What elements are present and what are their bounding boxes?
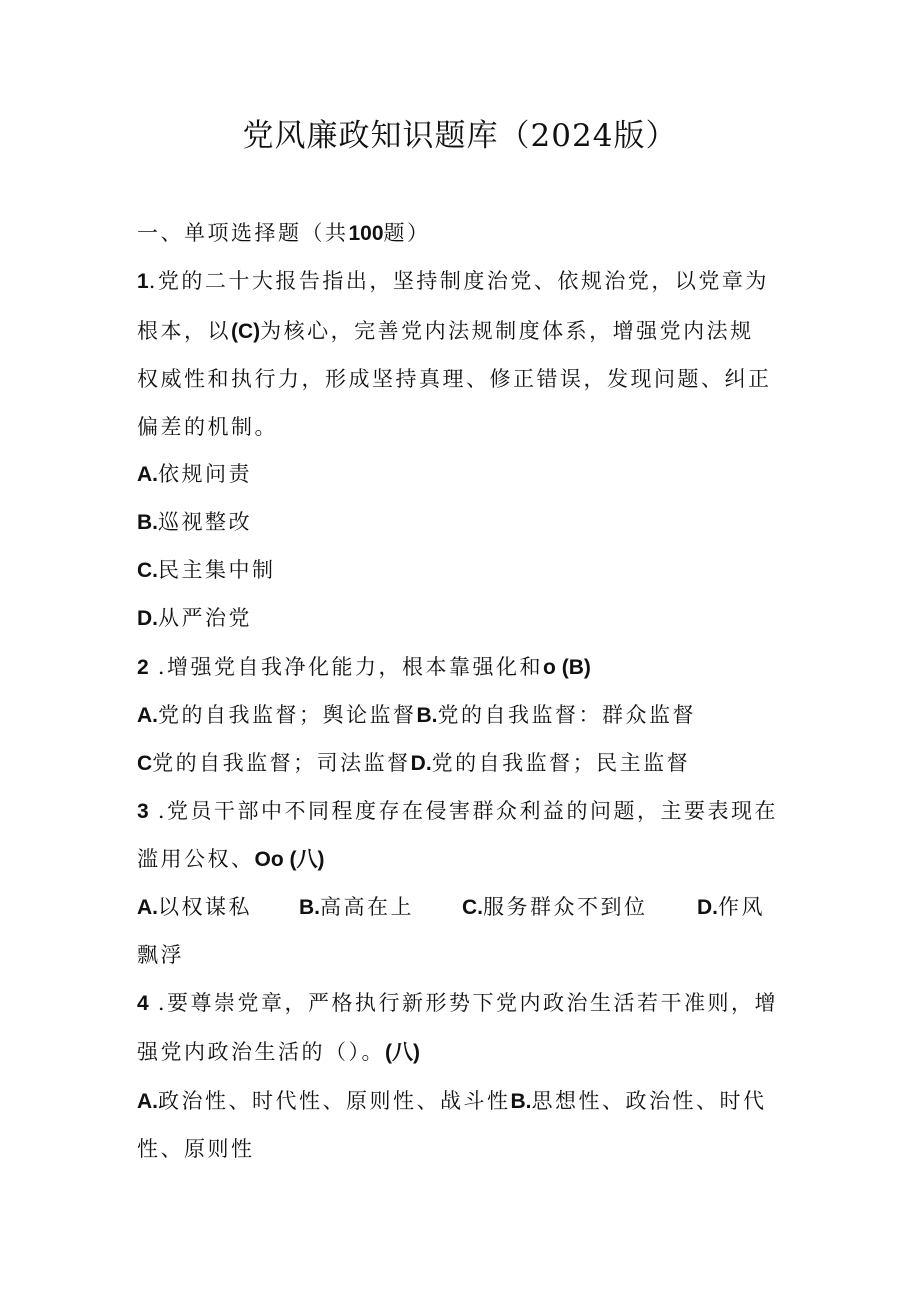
q3-option-b-text: 高高在上 xyxy=(320,895,414,919)
q1-option-c-text: 民主集中制 xyxy=(158,558,276,582)
q2-option-b-text: 党的自我监督：群众监督 xyxy=(437,703,696,727)
q4-text-2-pre: 强党内政治生活的（）。 xyxy=(137,1040,385,1064)
q1-option-d xyxy=(137,603,252,634)
q1-option-d-text: 从严治党 xyxy=(158,606,252,630)
q1-text-1: .党的二十大报告指出，坚持制度治党、依规治党，以党章为 xyxy=(148,269,769,293)
q4-line-2 xyxy=(137,1037,420,1068)
q3-options-row xyxy=(137,892,777,922)
q3-option-c-key: C. xyxy=(462,896,483,919)
document-title: 党风廉政知识题库（2024版） xyxy=(242,118,678,154)
q3-option-d-key: D. xyxy=(697,896,718,919)
q3-line-2 xyxy=(137,844,324,875)
q2-line-1 xyxy=(137,652,591,683)
section-heading-pre: 一、单项选择题（共 xyxy=(137,221,349,245)
q3-answer: Oo (八) xyxy=(254,848,325,871)
q4-option-b-text: 思想性、政治性、时代 xyxy=(531,1089,767,1113)
q3-option-b xyxy=(299,892,414,923)
section-heading xyxy=(137,218,431,249)
q2-answer: o (B) xyxy=(543,656,591,679)
section-heading-post: 题） xyxy=(383,221,431,245)
q2-number: 2 xyxy=(137,656,149,679)
q2-option-c-key: C xyxy=(137,752,153,775)
q2-option-a-key: A. xyxy=(137,704,158,727)
q1-option-c-key: C. xyxy=(137,559,158,582)
q1-option-a-key: A. xyxy=(137,463,158,486)
q4-line-1 xyxy=(137,988,778,1019)
q1-line-3: 权威性和执行力，形成坚持真理、修正错误，发现问题、纠正 xyxy=(137,367,772,391)
q2-text: .增强党自我净化能力，根本靠强化和 xyxy=(148,655,544,679)
q3-text-2-pre: 滥用公权、 xyxy=(137,847,255,871)
q4-options-row xyxy=(137,1086,767,1117)
q1-option-b-text: 巡视整改 xyxy=(158,510,252,534)
q4-option-a-text: 政治性、时代性、原则性、战斗性 xyxy=(158,1089,511,1113)
q4-text-1: .要尊崇党章，严格执行新形势下党内政治生活若干准则，增 xyxy=(148,991,779,1015)
q4-answer: (八) xyxy=(385,1041,420,1064)
q4-option-a-key: A. xyxy=(137,1090,158,1113)
q2-options-row-2 xyxy=(137,748,690,779)
q2-option-d-key: D. xyxy=(410,752,432,775)
q3-option-a xyxy=(137,892,252,923)
q4-option-b-continued: 性、原则性 xyxy=(137,1137,255,1161)
q3-number: 3 xyxy=(137,800,149,823)
q2-option-d-text: 党的自我监督；民主监督 xyxy=(431,751,691,775)
q1-text-2-pre: 根本，以 xyxy=(137,319,231,343)
q1-answer: (C) xyxy=(231,320,261,343)
q1-number: 1 xyxy=(137,270,149,293)
q3-text-1: .党员干部中不同程度存在侵害群众利益的问题，主要表现在 xyxy=(148,799,779,823)
q2-option-b-key: B. xyxy=(416,704,438,727)
q3-line-1 xyxy=(137,796,778,827)
q3-option-c xyxy=(462,892,648,923)
q3-option-d xyxy=(697,892,765,923)
q3-option-d-text: 作风 xyxy=(718,895,765,919)
q1-option-d-key: D. xyxy=(137,607,158,630)
q1-option-a-text: 依规问责 xyxy=(158,462,252,486)
q1-text-2-post: 为核心，完善党内法规制度体系，增强党内法规 xyxy=(260,319,754,343)
q1-option-c xyxy=(137,555,276,586)
q1-line-2 xyxy=(137,316,754,347)
q1-option-b-key: B. xyxy=(137,511,158,534)
q4-option-b-key: B. xyxy=(510,1090,532,1113)
q3-option-a-key: A. xyxy=(137,896,158,919)
q1-line-1 xyxy=(137,266,769,297)
q3-option-c-text: 服务群众不到位 xyxy=(483,895,648,919)
q1-option-b xyxy=(137,507,252,538)
q3-option-b-key: B. xyxy=(299,896,320,919)
q2-option-c-text: 党的自我监督；司法监督 xyxy=(152,751,411,775)
q2-options-row-1 xyxy=(137,700,696,731)
section-heading-count: 100 xyxy=(348,222,384,245)
q2-option-a-text: 党的自我监督；舆论监督 xyxy=(158,703,417,727)
q1-line-4: 偏差的机制。 xyxy=(137,415,278,439)
q3-option-d-continued: 飘浮 xyxy=(137,943,184,967)
q4-number: 4 xyxy=(137,992,149,1015)
q3-option-a-text: 以权谋私 xyxy=(158,895,252,919)
q1-option-a xyxy=(137,459,252,490)
